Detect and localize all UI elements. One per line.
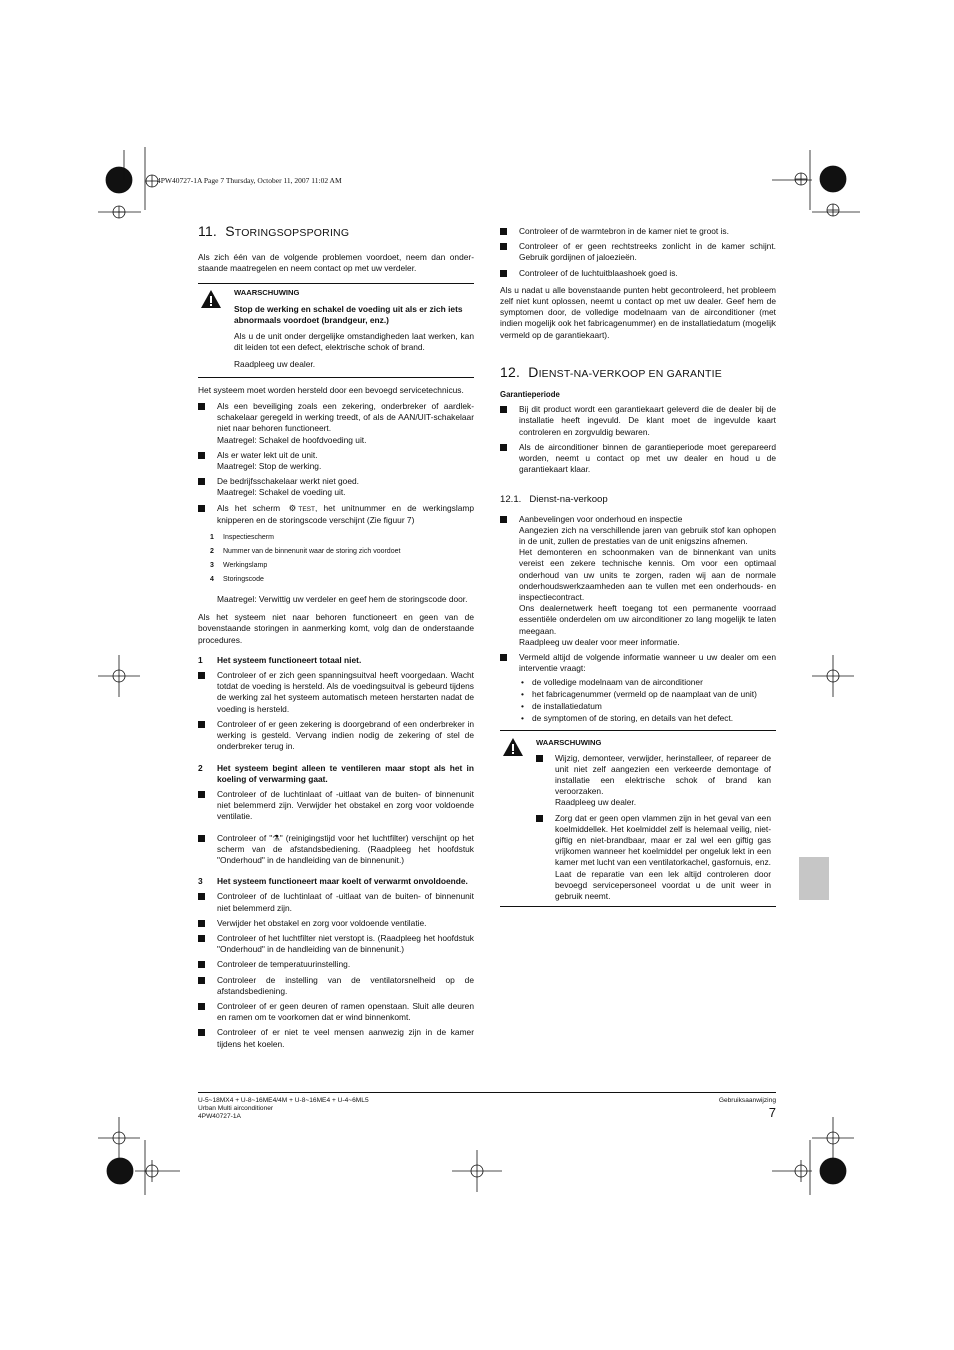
section-11-heading: 11. STORINGSOPSPORING [198,223,350,239]
section-11-intro: Als zich één van de volgende problemen voordoet, neem dan onder-staande maatregelen en neem contact op met uw verdeler. [198,252,474,274]
legend-item: 3 Werkingslamp [210,562,268,570]
footer-models: U-5~18MX4 + U-8~16ME4/4M + U-8~16ME4 + U-4~6ML5 [198,1097,369,1104]
warning-text: Als u de unit onder dergelijke omstandigheden laat werken, kan dit leiden tot een defect, elektrische schok of brand. [234,331,474,353]
info-list [519,677,776,725]
warning-label: WAARSCHUWING [536,738,602,748]
list-item: Controleer of de warmtebron in de kamer niet te groot is. [500,226,776,237]
list-item: Zorg dat er geen open vlammen zijn in het geval van een koelmiddellek. Het koelmiddel zelf is helemaal veilig, niet-giftig en niet-brandbaar, maar er zal wel een giftig gas vrijkomen wanneer het koelmiddel per ongeluk lekt in een kamer met lucht van een ventilatorkachel, gasfornuis, enz. Laat de reparatie van een lek altijd controleren door bevoegd servicepersoneel voordat u de unit weer in gebruik neemt. [536,813,771,903]
list-item: • de volledige modelnaam van de airconditioner [521,676,703,687]
warning-text-2: Raadpleeg uw dealer. [234,358,316,369]
list-item: Aanbevelingen voor onderhoud en inspectie Aangezien zich na verschillende jaren van gebruik stof kan ophopen in de unit, zullen de prestaties van de unit enigszins afnemen. Het demonteren en schoonmaken van de binnenkant van units vereist een zekere technische kennis. Om voor een optimaal onderhoud van uw units te zorgen, raden wij aan de normale onderhoudswerkzaamheden aan te vullen met een onderhouds- en inspectiecontract. Ons dealernetwerk heeft toegang tot een permanente voorraad essentiële onderdelen om uw airconditioner zo lang mogelijk te laten meegaan. Raadpleeg uw dealer voor meer informatie. [500,514,776,648]
footer-product: Urban Multi airconditioner [198,1105,274,1112]
inspection-icon: ⚙ [288,502,297,513]
case-1-title: 1 Het systeem functioneert totaal niet. [198,654,362,665]
list-item: Controleer de instelling van de ventilatorsnelheid op de afstandsbediening. [198,975,474,997]
list-item: Controleer of er niet te veel mensen aanwezig zijn in de kamer tijdens het koelen. [198,1027,474,1049]
warning-icon [200,289,222,309]
list-item: Wijzig, demonteer, verwijder, herinstalleer, of repareer de unit niet zelf aangezien een verkeerde demontage of installatie een elektrische schok of brand kan veroorzaken. Raadpleeg uw dealer. [536,753,771,809]
legend-item: 4 Storingscode [210,576,264,584]
list-item: Als er water lekt uit de unit. Maatregel: Stop de werking. [198,450,474,472]
list-item: Controleer of het luchtfilter niet verstopt is. (Raadpleeg het hoofdstuk "Onderhoud" in de handleiding van de binnenunit.) [198,933,474,955]
right-column [500,226,776,907]
paragraph: Het systeem moet worden hersteld door een bevoegd servicetechnicus. [198,384,464,395]
footer-right-label: Gebruiksaanwijzing [718,1097,776,1104]
section-12-heading: 12. DIENST-NA-VERKOOP EN GARANTIE [500,363,722,380]
list-item: Verwijder het obstakel en zorg voor voldoende ventilatie. [198,918,474,929]
list-item: Controleer of er geen rechtstreeks zonlicht in de kamer schijnt. Gebruik gordijnen of jaloezieën. [500,241,776,263]
garantie-heading: Garantieperiode [500,390,560,400]
subsection-heading: 12.1. Dienst-na-verkoop [500,494,608,506]
warning-icon [502,737,524,757]
list-item: Als de airconditioner binnen de garantieperiode moet gerepareerd worden, neemt u contact op met uw dealer en houd u de garantiekaart klaar. [500,442,776,476]
list-item: Controleer of er geen zekering is doorgebrand of een onderbreker in werking is gesteld. Vervang indien nodig de zekering of stel de onderbreker terug in. [198,719,474,753]
list-item: De bedrijfsschakelaar werkt niet goed. Maatregel: Schakel de voeding uit. [198,476,474,498]
case-2-title: 2 Het systeem begint alleen te ventileren maar stopt als het in koeling of verwarming gaat. [198,762,474,784]
filter-icon: ⚗ [272,832,280,843]
list-item: Controleer de temperatuurinstelling. [198,959,474,970]
page-number: 7 [768,1105,776,1120]
list-item: Vermeld altijd de volgende informatie wanneer u uw dealer om een interventie vraagt: [500,652,776,674]
footer-left [198,1097,369,1121]
paragraph: Als het systeem niet naar behoren functioneert en geen van de bovenstaande storingen in aanmerking komt, volg dan de onderstaande procedures. [198,612,474,645]
symptom-list [198,401,474,526]
left-column [198,223,475,1050]
print-header: 4PW40727-1A Page 7 Thursday, October 11, 2007 11:02 AM [157,176,342,185]
list-item: Controleer of er geen deuren of ramen openstaan. Sluit alle deuren en ramen om te voorkomen dat er wind binnenkomt. [198,1001,474,1023]
figure-legend [210,531,474,587]
legend-item: 2 Nummer van de binnenunit waar de storing zich voordoet [210,548,401,556]
warning-bold-text: Stop de werking en schakel de voeding uit als er zich iets abnormaals voordoet (brandgeur, enz.) [234,303,463,326]
warning-box-2 [500,737,776,902]
list-item: Controleer of de luchtinlaat of -uitlaat van de buiten- of binnenunit niet belemmerd zijn. Verwijder het obstakel en zorg voor voldoende ventilatie. [198,789,474,823]
chapter-tab [799,857,829,900]
list-item: Controleer of "⚗" (reinigingstijd voor het luchtfilter) verschijnt op het scherm van de afstandsbediening. (Raadpleeg het hoofdstuk "Onderhoud" in de handleiding van de binnenunit.) [198,833,474,867]
legend-item: 1 Inspectiescherm [210,534,274,542]
list-item: • de installatiedatum [521,700,602,711]
list-item: • het fabricagenummer (vermeld op de naamplaat van de unit) [521,688,757,699]
warning-box-1 [198,287,474,370]
warning-label: WAARSCHUWING [234,287,300,297]
footer-code: 4PW40727-1A [198,1113,241,1120]
list-item: Controleer of er zich geen spanningsuitval heeft voorgedaan. Wacht totdat de voeding is hersteld. Als de voedingsuitval is gebeurd tijdens de werking zal het systeem automatisch meteen herstarten nadat de voeding is hersteld. [198,670,474,715]
measure-text: Maatregel: Verwittig uw verdeler en geef hem de storingscode door. [217,594,468,605]
list-item: Als een beveiliging zoals een zekering, onderbreker of aardlek-schakelaar geregeld in werking treedt, of als de AAN/UIT-schakelaar niet naar behoren functioneert. Maatregel: Schakel de hoofdvoeding uit. [198,401,474,446]
list-item: Controleer of de luchtinlaat of -uitlaat van de buiten- of binnenunit niet belemmerd zijn. [198,891,474,913]
case-3-title: 3 Het systeem functioneert maar koelt of verwarmt onvoldoende. [198,876,468,887]
list-item: Bij dit product wordt een garantiekaart geleverd die de dealer bij de installatie heeft ingevuld. De klant moet de ingevulde kaart controleren en zorgvuldig bewaren. [500,404,776,438]
list-item: • de symptomen of de storing, en details van het defect. [521,713,734,724]
paragraph: Als u nadat u alle bovenstaande punten hebt gecontroleerd, het probleem zelf niet kunt oplossen, neemt u contact op met uw dealer. Geef hem de symptomen door, de volledige modelnaam van de airconditioner (met indien mogelijk ook het fabricagenummer) en de installatiedatum (mogelijk vermeld op de garantiekaart). [500,284,776,340]
list-item: Controleer of de luchtuitblaashoek goed is. [500,268,776,279]
list-item: Als het scherm ⚙ TEST, het unitnummer en de werkingslamp knipperen en de storingscode verschijnt (Zie figuur 7) [198,503,474,526]
